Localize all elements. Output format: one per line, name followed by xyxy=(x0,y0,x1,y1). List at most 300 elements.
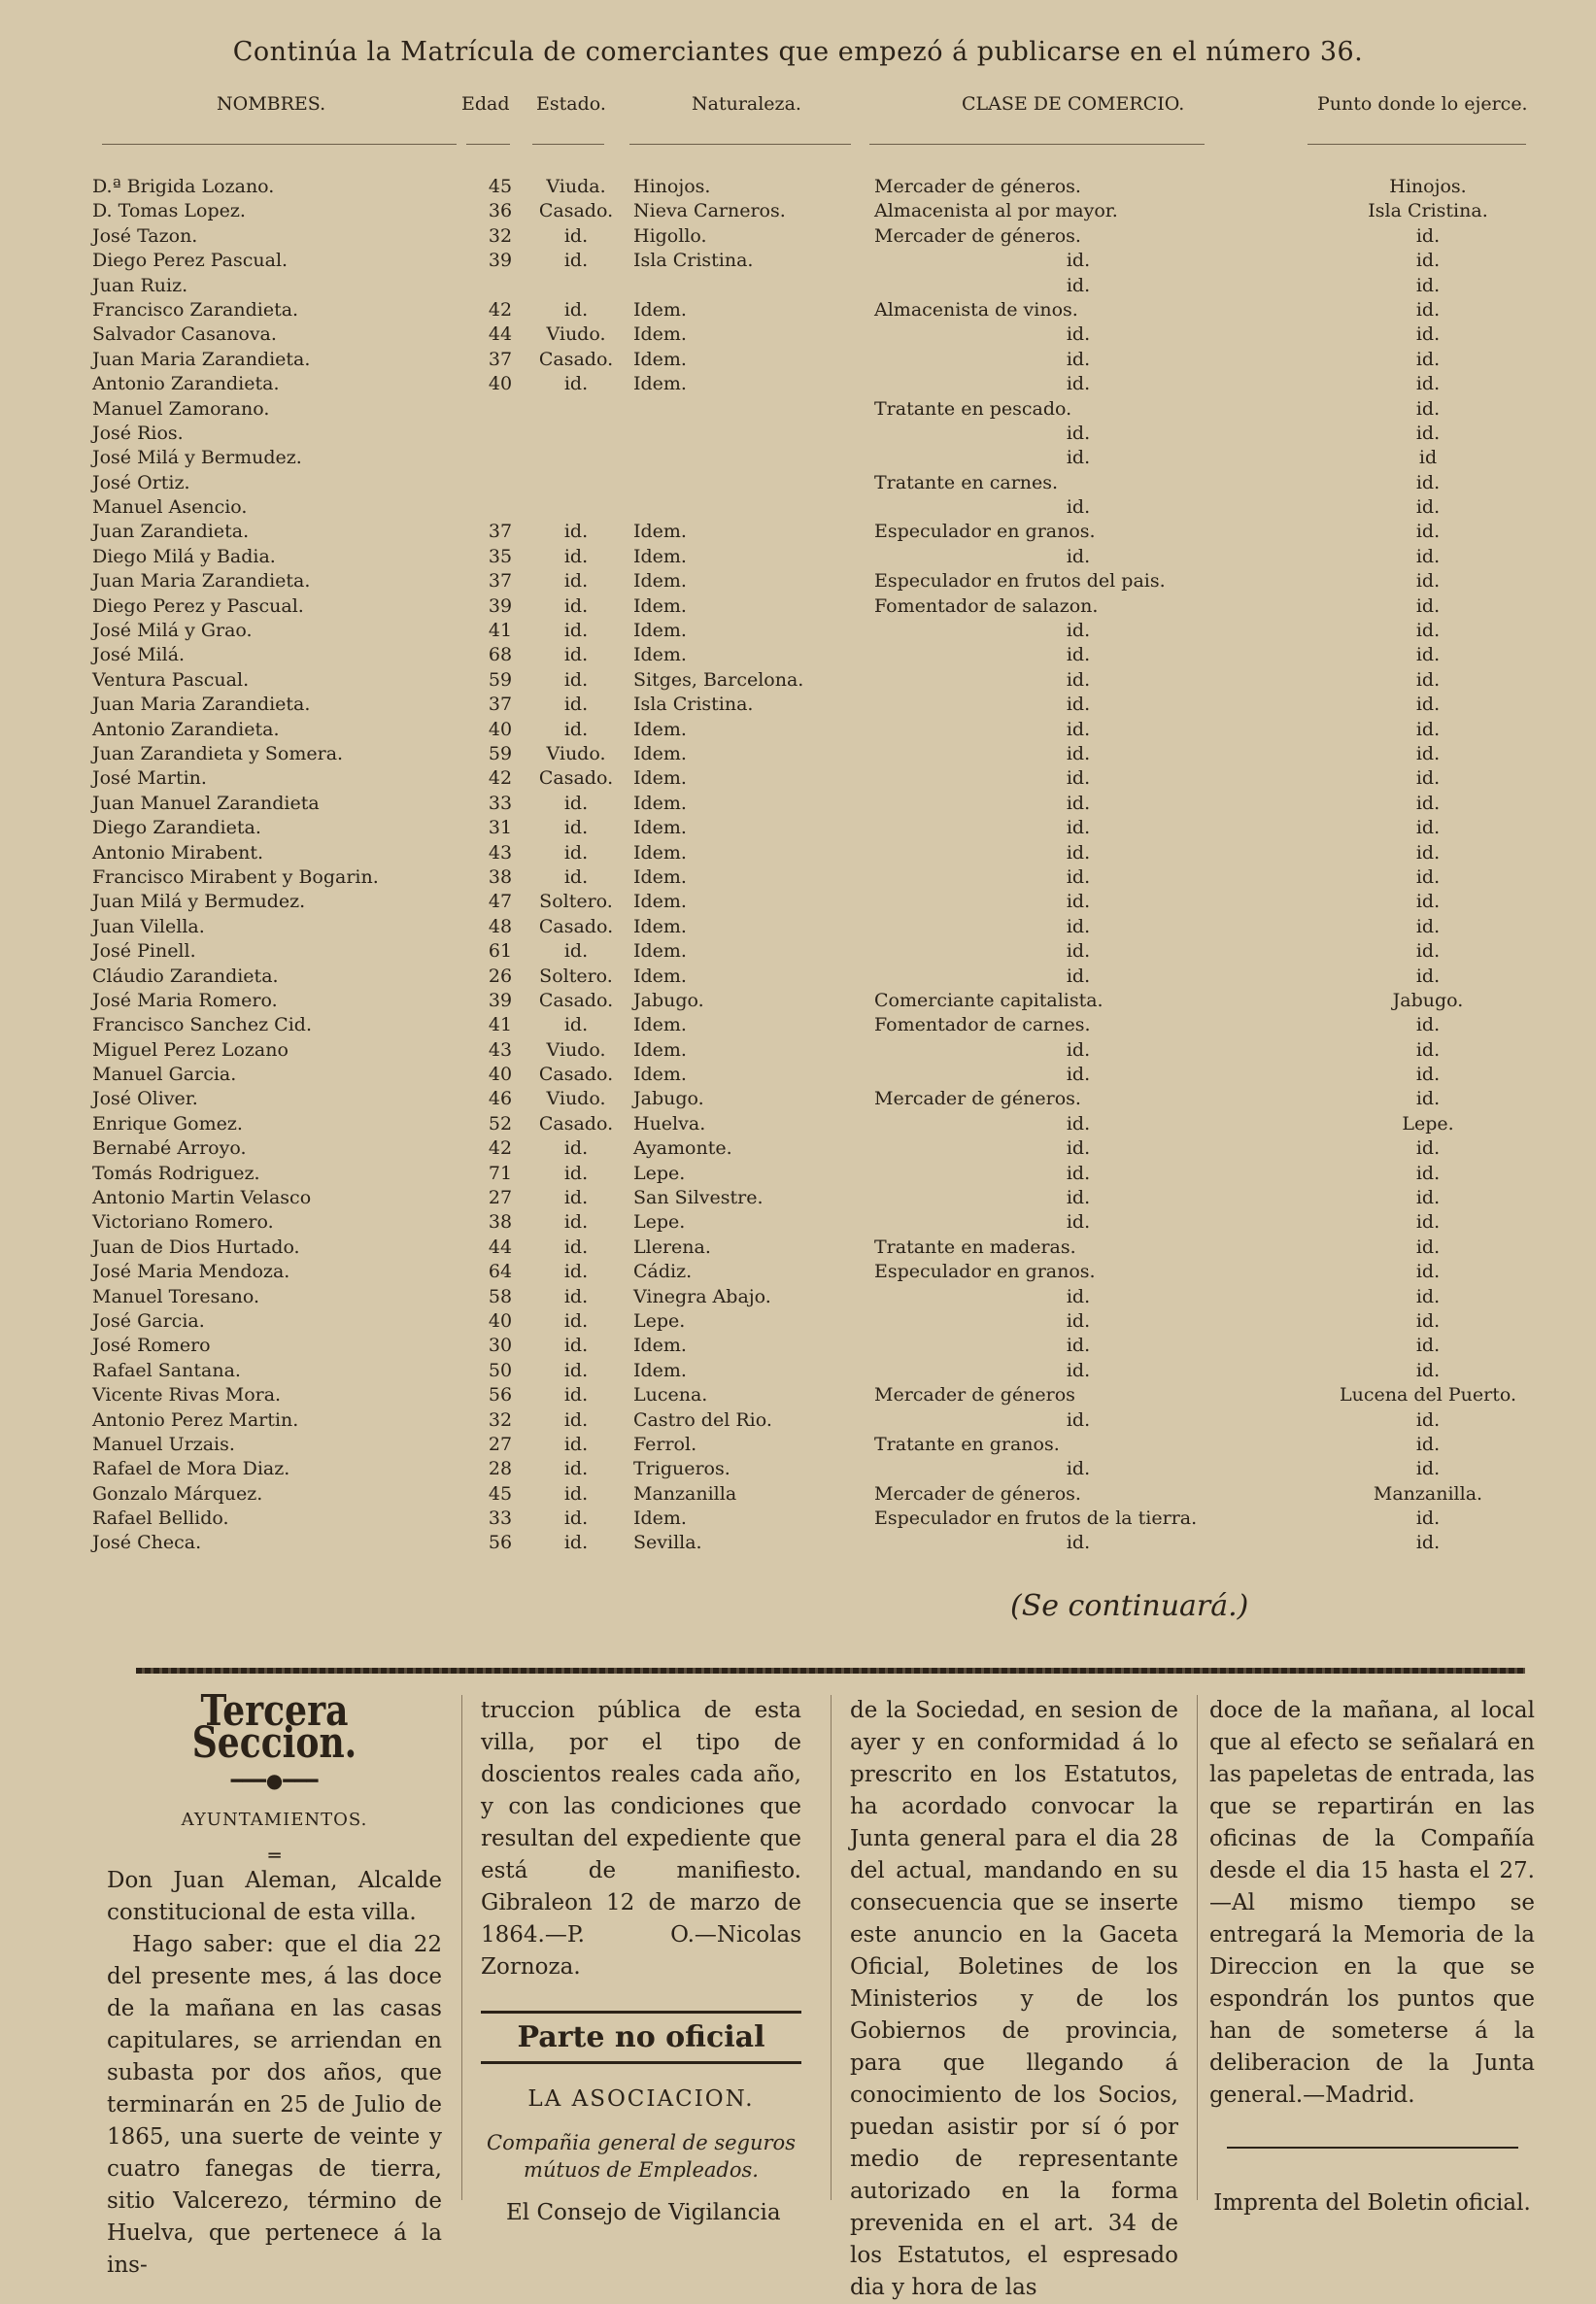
merchant-name: Antonio Mirabent. xyxy=(92,841,264,864)
merchant-trade: Tratante en pescado. xyxy=(874,397,1072,420)
merchant-place: id. xyxy=(1415,865,1441,888)
merchant-trade: id. xyxy=(1066,644,1091,666)
merchant-age: 43 xyxy=(488,1038,513,1061)
merchant-civil-state: Casado. xyxy=(538,989,614,1011)
merchant-trade: id. xyxy=(1066,668,1091,691)
merchant-trade: id. xyxy=(1066,1162,1091,1184)
merchant-place: id. xyxy=(1415,965,1441,987)
merchant-civil-state: Casado. xyxy=(538,1112,614,1135)
merchant-age: 59 xyxy=(488,668,513,691)
merchant-place: id. xyxy=(1415,891,1441,913)
merchant-trade: Mercader de géneros. xyxy=(874,176,1081,197)
merchant-age: 48 xyxy=(488,915,513,937)
merchant-age: 50 xyxy=(488,1359,513,1381)
merchant-place: id. xyxy=(1415,521,1441,543)
merchant-origin: Idem. xyxy=(633,742,687,764)
merchant-age: 71 xyxy=(488,1162,513,1184)
column-separator xyxy=(1197,1695,1198,2200)
merchant-trade: Mercader de géneros. xyxy=(874,224,1081,247)
merchant-origin: Idem. xyxy=(633,1335,687,1357)
merchant-place: id. xyxy=(1415,940,1441,963)
table-row xyxy=(0,1087,1596,1111)
assembly-notice: de la Sociedad, en sesion de ayer y en conformidad á lo prescrito en los Estatutos, ha acordado convocar la Junta general para el dia 28 del actual, mandando en su consecuencia que se inserte este anuncio en la Gaceta Oficial, Boletines de los Ministerios y de los Gobiernos de provincia, para que llegando á conocimiento de los Socios, puedan asistir por sí ó por medio de representante autorizado en la forma prevenida en el art. 34 de los Estatutos, el espresado dia y hora de las xyxy=(850,1698,1178,2300)
merchant-place: id. xyxy=(1415,644,1441,666)
table-row xyxy=(0,1359,1596,1383)
merchant-trade: Mercader de géneros. xyxy=(874,1088,1081,1110)
merchant-civil-state: Viudo. xyxy=(546,1038,606,1061)
merchant-civil-state: Viudo. xyxy=(546,1088,606,1110)
merchant-place: id. xyxy=(1415,1433,1441,1455)
merchant-trade: id. xyxy=(1066,1137,1091,1160)
merchant-place: id. xyxy=(1415,1458,1441,1480)
merchant-origin: Jabugo. xyxy=(633,1088,704,1110)
merchant-trade: id. xyxy=(1066,767,1091,790)
merchant-age: 41 xyxy=(488,1014,513,1036)
merchant-place: id. xyxy=(1415,1064,1441,1086)
merchant-age: 40 xyxy=(488,373,513,395)
merchant-origin: Trigueros. xyxy=(633,1458,730,1480)
merchant-civil-state: id. xyxy=(563,1532,589,1554)
merchant-place: id. xyxy=(1415,817,1441,839)
merchant-name: Juan Milá y Bermudez. xyxy=(92,891,306,913)
merchant-name: Salvador Casanova. xyxy=(92,323,277,346)
merchant-place: id. xyxy=(1415,841,1441,864)
merchant-place: id. xyxy=(1415,1236,1441,1258)
merchant-age: 37 xyxy=(488,348,513,370)
merchant-age: 47 xyxy=(488,891,513,913)
merchant-civil-state: id. xyxy=(563,1285,589,1307)
merchant-age: 56 xyxy=(488,1532,513,1554)
merchant-place: id. xyxy=(1415,348,1441,370)
merchant-age: 38 xyxy=(488,1211,513,1234)
merchant-origin: Idem. xyxy=(633,891,687,913)
merchant-origin: Cádiz. xyxy=(633,1261,693,1283)
merchant-trade: id. xyxy=(1066,373,1091,395)
table-row xyxy=(0,1383,1596,1407)
merchant-trade: id. xyxy=(1066,1187,1091,1209)
rule-state xyxy=(532,144,604,145)
col-header-names: NOMBRES. xyxy=(217,93,326,115)
merchant-place: id. xyxy=(1415,1014,1441,1036)
merchant-civil-state: id. xyxy=(563,250,589,272)
merchant-place: id. xyxy=(1415,792,1441,814)
merchant-name: Juan Manuel Zarandieta xyxy=(92,792,320,814)
merchant-age: 39 xyxy=(488,250,513,272)
merchant-origin: Idem. xyxy=(633,1359,687,1381)
merchant-name: Rafael de Mora Diaz. xyxy=(92,1458,290,1480)
rule-class xyxy=(869,144,1205,145)
merchant-civil-state: id. xyxy=(563,521,589,543)
merchant-civil-state: id. xyxy=(563,718,589,740)
merchant-place: id. xyxy=(1415,397,1441,420)
merchant-name: Gonzalo Márquez. xyxy=(92,1482,263,1505)
table-row xyxy=(0,1063,1596,1087)
merchant-name: Juan Vilella. xyxy=(92,915,205,937)
merchant-civil-state: id. xyxy=(563,792,589,814)
merchant-name: Ventura Pascual. xyxy=(92,668,250,691)
merchant-civil-state: id. xyxy=(563,1482,589,1505)
merchant-age: 28 xyxy=(488,1458,513,1480)
merchant-place: id. xyxy=(1415,1088,1441,1110)
merchant-civil-state: id. xyxy=(563,1137,589,1160)
merchant-origin: Idem. xyxy=(633,817,687,839)
merchant-age: 42 xyxy=(488,1137,513,1160)
table-row xyxy=(0,446,1596,470)
merchant-age: 61 xyxy=(488,940,513,963)
merchant-origin: Idem. xyxy=(633,644,687,666)
merchant-civil-state: id. xyxy=(563,644,589,666)
merchant-name: Victoriano Romero. xyxy=(92,1211,274,1234)
table-row xyxy=(0,249,1596,273)
merchant-trade: Mercader de géneros. xyxy=(874,1482,1081,1505)
table-row xyxy=(0,939,1596,964)
merchant-age: 40 xyxy=(488,718,513,740)
merchant-place: id. xyxy=(1415,694,1441,716)
merchant-name: Antonio Zarandieta. xyxy=(92,373,280,395)
merchant-trade: Especulador en frutos del pais. xyxy=(874,570,1166,593)
merchant-civil-state: id. xyxy=(563,1458,589,1480)
merchant-trade: id. xyxy=(1066,891,1091,913)
merchant-place: Lepe. xyxy=(1402,1112,1454,1135)
rule-age xyxy=(466,144,510,145)
merchant-civil-state: id. xyxy=(563,1408,589,1431)
merchant-trade: id. xyxy=(1066,422,1091,444)
merchant-civil-state: id. xyxy=(563,694,589,716)
column-1 xyxy=(107,1686,442,2282)
table-row xyxy=(0,865,1596,890)
merchant-age: 33 xyxy=(488,1508,513,1530)
column-2 xyxy=(481,1695,801,2229)
merchant-age: 36 xyxy=(488,200,513,222)
section-divider xyxy=(136,1668,1525,1674)
merchant-origin: Isla Cristina. xyxy=(633,250,754,272)
merchant-trade: id. xyxy=(1066,1064,1091,1086)
notice-heading: Don Juan Aleman, Alcalde constitucional de esta villa. xyxy=(107,1868,442,1925)
table-row xyxy=(0,1334,1596,1358)
col-header-nat: Naturaleza. xyxy=(692,93,801,115)
merchant-age: 46 xyxy=(488,1088,513,1110)
ornament-small: ═ xyxy=(268,1844,281,1867)
merchant-name: Antonio Perez Martin. xyxy=(92,1408,299,1431)
table-row xyxy=(0,816,1596,840)
merchant-name: Miguel Perez Lozano xyxy=(92,1038,289,1061)
merchant-age: 56 xyxy=(488,1384,513,1406)
merchant-trade: id. xyxy=(1066,447,1091,469)
merchant-place: Lucena del Puerto. xyxy=(1340,1384,1516,1406)
merchant-civil-state: id. xyxy=(563,1014,589,1036)
merchant-age: 45 xyxy=(488,1482,513,1505)
table-row xyxy=(0,1309,1596,1334)
table-row xyxy=(0,397,1596,422)
merchant-origin: Higollo. xyxy=(633,224,707,247)
table-row xyxy=(0,841,1596,865)
merchant-place: id. xyxy=(1415,1211,1441,1234)
col-header-class: CLASE DE COMERCIO. xyxy=(962,93,1185,115)
merchant-name: Juan Zarandieta. xyxy=(92,521,250,543)
merchant-age: 64 xyxy=(488,1261,513,1283)
table-row xyxy=(0,224,1596,249)
merchant-name: Juan Maria Zarandieta. xyxy=(92,694,311,716)
merchant-civil-state: id. xyxy=(563,373,589,395)
merchant-origin: Idem. xyxy=(633,792,687,814)
merchant-place: Hinojos. xyxy=(1389,176,1467,197)
merchant-place: id. xyxy=(1415,620,1441,642)
merchant-place: id. xyxy=(1415,373,1441,395)
col-header-age: Edad xyxy=(461,93,510,115)
merchant-civil-state: id. xyxy=(563,1384,589,1406)
merchant-civil-state: Casado. xyxy=(538,348,614,370)
merchant-name: Juan Maria Zarandieta. xyxy=(92,348,311,370)
merchant-origin: Idem. xyxy=(633,915,687,937)
company-name: Compañia general de seguros mútuos de Empleados. xyxy=(487,2131,796,2182)
merchant-trade: id. xyxy=(1066,915,1091,937)
merchant-name: José Milá y Grao. xyxy=(92,620,253,642)
merchant-name: José Tazon. xyxy=(92,224,198,247)
merchant-name: Enrique Gomez. xyxy=(92,1112,243,1135)
merchant-place: id. xyxy=(1415,1359,1441,1381)
merchant-name: José Pinell. xyxy=(92,940,196,963)
merchant-origin: Castro del Rio. xyxy=(633,1408,772,1431)
merchant-age: 26 xyxy=(488,965,513,987)
merchant-origin: Vinegra Abajo. xyxy=(633,1285,771,1307)
merchant-place: id. xyxy=(1415,1187,1441,1209)
merchant-origin: Idem. xyxy=(633,940,687,963)
merchant-origin: Idem. xyxy=(633,865,687,888)
merchant-origin: Sevilla. xyxy=(633,1532,702,1554)
col-header-place: Punto donde lo ejerce. xyxy=(1317,93,1528,115)
merchant-trade: Fomentador de carnes. xyxy=(874,1014,1091,1036)
ornament: ━━━●━━━ xyxy=(230,1769,319,1792)
table-row xyxy=(0,668,1596,693)
merchant-trade: id. xyxy=(1066,965,1091,987)
merchant-trade: Tratante en granos. xyxy=(874,1433,1060,1455)
merchant-civil-state: Soltero. xyxy=(539,891,613,913)
merchant-place: id. xyxy=(1415,1285,1441,1307)
end-rule xyxy=(1227,2147,1518,2149)
merchant-origin: Sitges, Barcelona. xyxy=(633,668,804,691)
merchant-age: 31 xyxy=(488,817,513,839)
merchant-name: Juan Maria Zarandieta. xyxy=(92,570,311,593)
merchant-origin: Lepe. xyxy=(633,1162,686,1184)
merchant-civil-state: id. xyxy=(563,594,589,617)
merchant-place: id. xyxy=(1415,1532,1441,1554)
merchant-civil-state: id. xyxy=(563,841,589,864)
table-row xyxy=(0,890,1596,914)
merchant-name: Manuel Urzais. xyxy=(92,1433,235,1455)
table-row xyxy=(0,643,1596,667)
merchant-age: 39 xyxy=(488,989,513,1011)
merchant-trade: id. xyxy=(1066,1458,1091,1480)
merchant-trade: Especulador en granos. xyxy=(874,521,1096,543)
assembly-notice-end: doce de la mañana, al local que al efecto se señalará en las papeletas de entrada, las que se repartirán en las oficinas de la Compañía desde el dia 15 hasta el 27.—Al mismo tiempo se entregará la Memoria de la Direccion en la que se espondrán los puntos que han de someterse á la deliberacion de la Junta general.—Madrid. xyxy=(1209,1698,1535,2108)
notice-body: Hago saber: que el dia 22 del presente mes, á las doce de la mañana en las casas capitulares, se arriendan en subasta por dos años, que terminarán en 25 de Julio de 1865, una suerte de veinte y cuatro fanegas de tierra, sitio Valcerezo, término de Huelva, que pertenece á la ins- xyxy=(107,1932,442,2278)
table-row xyxy=(0,175,1596,199)
merchant-place: id. xyxy=(1415,274,1441,296)
merchant-trade: Almacenista al por mayor. xyxy=(874,200,1118,222)
merchant-age: 43 xyxy=(488,841,513,864)
table-row xyxy=(0,718,1596,742)
merchant-name: José Ortiz. xyxy=(92,471,190,493)
merchant-place: id. xyxy=(1415,594,1441,617)
merchant-place: id. xyxy=(1415,1137,1441,1160)
merchant-civil-state: id. xyxy=(563,1335,589,1357)
merchant-name: Juan Ruiz. xyxy=(92,274,188,296)
rule-nat xyxy=(629,144,851,145)
merchant-civil-state: Soltero. xyxy=(539,965,613,987)
merchant-civil-state: id. xyxy=(563,1309,589,1332)
merchant-name: Juan Zarandieta y Somera. xyxy=(92,742,344,764)
merchant-place: Jabugo. xyxy=(1392,989,1464,1011)
merchant-age: 32 xyxy=(488,224,513,247)
merchant-place: id. xyxy=(1415,1162,1441,1184)
merchant-name: José Martin. xyxy=(92,767,207,790)
merchant-civil-state: id. xyxy=(563,1162,589,1184)
merchant-name: Vicente Rivas Mora. xyxy=(92,1384,282,1406)
table-row xyxy=(0,1038,1596,1063)
merchant-origin: Idem. xyxy=(633,1014,687,1036)
merchant-civil-state: id. xyxy=(563,298,589,321)
merchant-place: id. xyxy=(1415,323,1441,346)
table-row xyxy=(0,471,1596,495)
table-row xyxy=(0,619,1596,643)
merchant-trade: id. xyxy=(1066,865,1091,888)
merchant-place: id. xyxy=(1415,471,1441,493)
merchant-civil-state: id. xyxy=(563,620,589,642)
table-row xyxy=(0,298,1596,322)
table-row xyxy=(0,766,1596,791)
merchant-origin: Idem. xyxy=(633,594,687,617)
merchant-age: 42 xyxy=(488,298,513,321)
printer-credit: Imprenta del Boletin oficial. xyxy=(1213,2190,1531,2216)
table-row xyxy=(0,545,1596,569)
continued-note: (Se continuará.) xyxy=(1010,1589,1249,1623)
merchant-trade: id. xyxy=(1066,348,1091,370)
merchant-name: Francisco Zarandieta. xyxy=(92,298,299,321)
merchant-trade: id. xyxy=(1066,250,1091,272)
merchant-origin: Idem. xyxy=(633,620,687,642)
merchant-age: 35 xyxy=(488,545,513,567)
table-row xyxy=(0,569,1596,593)
merchant-age: 58 xyxy=(488,1285,513,1307)
merchant-place: id. xyxy=(1415,545,1441,567)
merchant-origin: Idem. xyxy=(633,965,687,987)
merchant-trade: id. xyxy=(1066,817,1091,839)
table-row xyxy=(0,989,1596,1013)
merchant-age: 59 xyxy=(488,742,513,764)
rule-place xyxy=(1307,144,1526,145)
merchant-trade: Mercader de géneros xyxy=(874,1384,1075,1406)
table-row xyxy=(0,1136,1596,1161)
merchant-origin: Idem. xyxy=(633,298,687,321)
merchant-name: Rafael Santana. xyxy=(92,1359,241,1381)
merchant-origin: Idem. xyxy=(633,348,687,370)
merchant-civil-state: Casado. xyxy=(538,1064,614,1086)
merchant-place: id xyxy=(1418,447,1438,469)
merchant-trade: id. xyxy=(1066,742,1091,764)
merchant-civil-state: Casado. xyxy=(538,767,614,790)
merchant-age: 42 xyxy=(488,767,513,790)
table-row xyxy=(0,1162,1596,1186)
merchant-name: Tomás Rodriguez. xyxy=(92,1162,260,1184)
merchant-civil-state: id. xyxy=(563,545,589,567)
merchant-civil-state: id. xyxy=(563,570,589,593)
merchant-name: Manuel Zamorano. xyxy=(92,397,270,420)
merchant-origin: Isla Cristina. xyxy=(633,694,754,716)
merchant-name: José Milá y Bermudez. xyxy=(92,447,302,469)
merchant-name: Francisco Sanchez Cid. xyxy=(92,1014,312,1036)
merchant-trade: id. xyxy=(1066,1359,1091,1381)
merchant-place: id. xyxy=(1415,250,1441,272)
merchant-origin: Idem. xyxy=(633,718,687,740)
section-parte-no-oficial: Parte no oficial xyxy=(481,2011,801,2064)
merchant-place: id. xyxy=(1415,496,1441,519)
merchant-trade: id. xyxy=(1066,1532,1091,1554)
merchant-origin: Llerena. xyxy=(633,1236,711,1258)
merchant-age: 30 xyxy=(488,1335,513,1357)
table-row xyxy=(0,372,1596,396)
merchant-place: id. xyxy=(1415,1508,1441,1530)
merchant-origin: San Silvestre. xyxy=(633,1187,764,1209)
merchant-place: id. xyxy=(1415,668,1441,691)
merchant-trade: id. xyxy=(1066,841,1091,864)
merchant-place: Manzanilla. xyxy=(1373,1482,1483,1505)
table-row xyxy=(0,1408,1596,1433)
merchant-civil-state: id. xyxy=(563,1211,589,1234)
table-row xyxy=(0,693,1596,717)
merchant-name: José Milá. xyxy=(92,644,186,666)
table-row xyxy=(0,1285,1596,1309)
merchant-name: Bernabé Arroyo. xyxy=(92,1137,247,1160)
merchant-origin: Idem. xyxy=(633,570,687,593)
table-row xyxy=(0,1482,1596,1507)
merchant-civil-state: id. xyxy=(563,1261,589,1283)
merchant-trade: id. xyxy=(1066,1285,1091,1307)
table-row xyxy=(0,1013,1596,1037)
merchant-name: José Maria Romero. xyxy=(92,989,278,1011)
merchant-trade: Almacenista de vinos. xyxy=(874,298,1078,321)
merchant-trade: id. xyxy=(1066,545,1091,567)
merchant-trade: id. xyxy=(1066,940,1091,963)
table-row xyxy=(0,495,1596,520)
merchant-origin: Lepe. xyxy=(633,1309,686,1332)
table-row xyxy=(0,422,1596,446)
merchant-trade: id. xyxy=(1066,1335,1091,1357)
rule-names xyxy=(102,144,457,145)
merchant-trade: id. xyxy=(1066,718,1091,740)
merchant-trade: id. xyxy=(1066,323,1091,346)
merchant-place: id. xyxy=(1415,742,1441,764)
merchant-origin: Ferrol. xyxy=(633,1433,697,1455)
merchant-civil-state: Viudo. xyxy=(546,323,606,346)
merchant-name: D.ª Brigida Lozano. xyxy=(92,176,275,197)
merchant-age: 27 xyxy=(488,1187,513,1209)
column-4 xyxy=(1209,1695,1535,2219)
column-3 xyxy=(850,1695,1178,2304)
merchant-age: 40 xyxy=(488,1309,513,1332)
merchant-name: Antonio Zarandieta. xyxy=(92,718,280,740)
merchant-origin: Idem. xyxy=(633,545,687,567)
merchant-place: id. xyxy=(1415,915,1441,937)
merchant-trade: Especulador en granos. xyxy=(874,1261,1096,1283)
merchant-trade: id. xyxy=(1066,496,1091,519)
association-title: LA ASOCIACION. xyxy=(527,2086,755,2112)
merchant-place: Isla Cristina. xyxy=(1368,200,1488,222)
merchant-place: id. xyxy=(1415,298,1441,321)
table-row xyxy=(0,1531,1596,1555)
merchant-trade: Comerciante capitalista. xyxy=(874,989,1104,1011)
merchant-origin: Lepe. xyxy=(633,1211,686,1234)
merchant-civil-state: id. xyxy=(563,1236,589,1258)
